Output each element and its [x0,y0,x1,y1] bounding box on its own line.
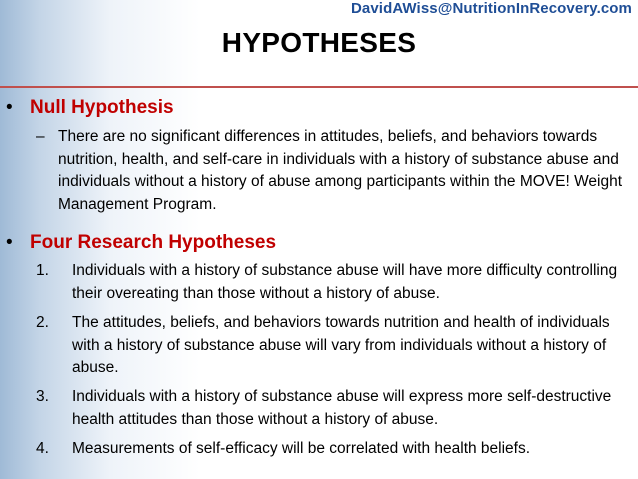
research-hypotheses-label: Four Research Hypotheses [30,232,277,253]
null-hypothesis-text [36,126,626,216]
hypothesis-item-3 [36,386,626,431]
item-text: The attitudes, beliefs, and behaviors towards nutrition and health of individuals with a history of substance abuse will vary from individuals without a history of abuse. [72,314,610,376]
item-text: Individuals with a history of substance abuse will express more self-destructive health attitudes than those without a history of abuse. [72,388,612,428]
item-text: Individuals with a history of substance abuse will have more difficulty controlling their overeating than those without a history of abuse. [72,262,618,302]
bullet-dot-icon: • [6,232,13,253]
null-hypothesis-label: Null Hypothesis [30,97,174,118]
hypothesis-item-1 [36,260,626,305]
null-hypothesis-body: There are no significant differences in attitudes, beliefs, and behaviors towards nutrition, health, and self-care in individuals with a history of substance abuse and individuals without a history of abuse among participants within the MOVE! Weight Management Program. [58,128,623,213]
bullet-null-hypothesis [6,97,174,119]
item-text: Measurements of self-efficacy will be correlated with health beliefs. [72,440,531,457]
dash-marker: – [36,128,45,145]
title-divider [0,86,638,88]
email-header: DavidAWiss@NutritionInRecovery.com [350,0,632,17]
item-number: 2. [36,314,49,331]
bullet-research-hypotheses [6,232,276,254]
hypothesis-item-4 [36,438,626,461]
item-number: 1. [36,262,49,279]
slide-title: HYPOTHESES [221,27,417,58]
item-number: 3. [36,388,49,405]
bullet-dot-icon: • [6,97,13,118]
hypothesis-item-2 [36,312,626,380]
item-number: 4. [36,440,49,457]
